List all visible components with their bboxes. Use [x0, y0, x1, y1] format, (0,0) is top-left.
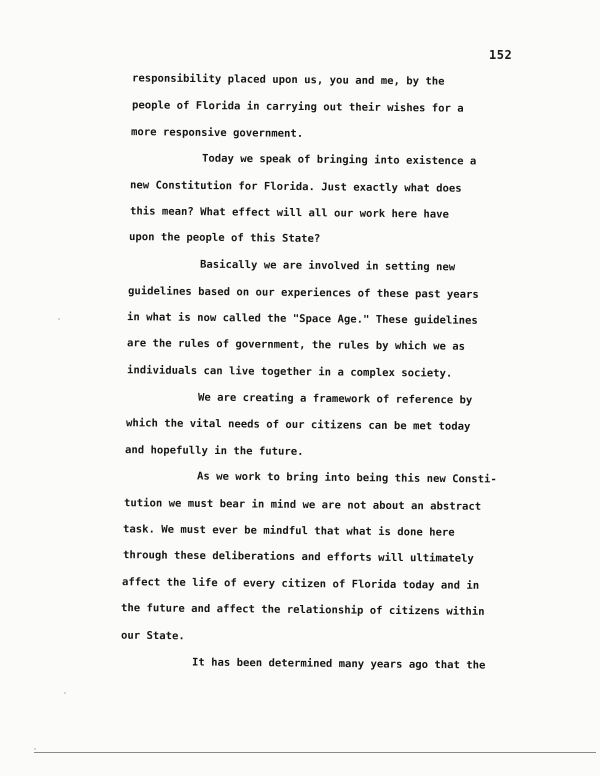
paragraph-first-line: Today we speak of bringing into existence a — [201, 152, 477, 168]
paragraph-first-line: We are creating a framework of reference by — [197, 391, 473, 407]
scan-speck — [34, 748, 36, 750]
scan-speck — [58, 318, 60, 320]
text-line: people of Florida in carrying out their wishes for a — [131, 99, 464, 115]
scan-speck — [64, 692, 66, 694]
text-line: our State. — [120, 629, 185, 643]
text-line: this mean? What effect will all our work here have — [129, 205, 449, 221]
text-line: through these deliberations and efforts will ultimately — [122, 549, 474, 565]
text-line: in what is now called the "Space Age." These guidelines — [126, 311, 478, 327]
text-line: responsibility placed upon us, you and me, by the — [131, 72, 445, 88]
scan-bottom-edge — [34, 752, 596, 753]
text-line: more responsive government. — [130, 126, 304, 140]
paragraph-first-line: It has been determined many years ago that the — [191, 656, 486, 672]
text-line: individuals can live together in a complex society. — [126, 364, 453, 380]
paragraph-first-line: Basically we are involved in setting new — [199, 258, 456, 274]
paragraph-first-line: As we work to bring into being this new Consti- — [196, 470, 497, 486]
text-line: the future and affect the relationship of citizens within — [120, 602, 485, 618]
text-line: which the vital needs of our citizens can be met today — [125, 417, 471, 433]
text-line: guidelines based on our experiences of these past years — [127, 285, 479, 301]
text-line: tution we must bear in mind we are not about an abstract — [123, 497, 482, 513]
text-line: task. We must ever be mindful that what is done here — [122, 523, 455, 539]
text-line: affect the life of every citizen of Florida today and in — [121, 576, 480, 592]
text-line: new Constitution for Florida. Just exactly what does — [129, 179, 462, 195]
text-line: are the rules of government, the rules by which we as — [126, 337, 466, 353]
text-line: and hopefully in the future. — [124, 444, 304, 458]
page-number: 152 — [489, 48, 513, 62]
text-line: upon the people of this State? — [128, 230, 321, 246]
